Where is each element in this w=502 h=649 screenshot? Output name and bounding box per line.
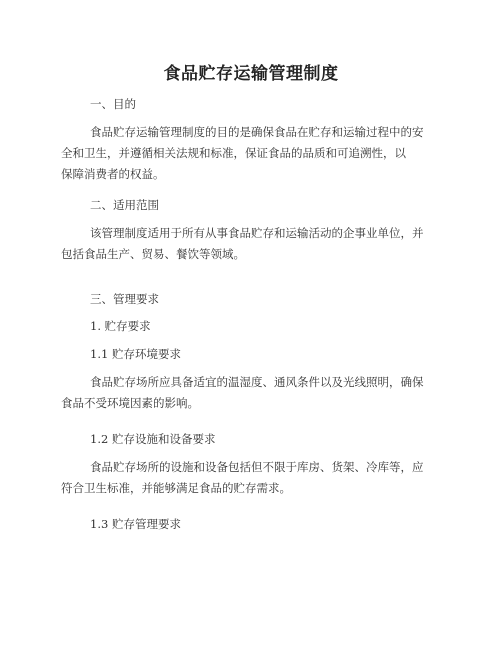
paragraph-line: 食品贮存运输管理制度的目的是确保食品在贮存和运输过程中的安: [90, 125, 424, 139]
section-heading-requirements: 三、管理要求: [90, 292, 159, 306]
paragraph-scope: [61, 223, 424, 265]
section-heading-scope: 二、适用范围: [90, 198, 159, 212]
paragraph-line: 包括食品生产、贸易、餐饮等领域。: [61, 247, 245, 261]
paragraph-purpose: [61, 122, 424, 185]
section-heading-purpose: 一、目的: [90, 97, 136, 111]
paragraph-line: 食品不受环境因素的影响。: [61, 396, 199, 410]
subsection-heading-storage-management: 1.3 贮存管理要求: [90, 517, 181, 531]
paragraph-line: 该管理制度适用于所有从事食品贮存和运输活动的企事业单位，并: [90, 226, 424, 240]
subsection-heading-storage-facilities: 1.2 贮存设施和设备要求: [90, 432, 216, 446]
paragraph-line: 保障消费者的权益。: [61, 167, 165, 181]
subsection-heading-storage-environment: 1.1 贮存环境要求: [90, 347, 181, 361]
paragraph-storage-environment: [61, 372, 424, 414]
paragraph-line: 符合卫生标准，并能够满足食品的贮存需求。: [61, 481, 291, 495]
paragraph-storage-facilities: [61, 457, 424, 499]
paragraph-line: 食品贮存场所的设施和设备包括但不限于库房、货架、冷库等，应: [90, 460, 424, 474]
subsection-heading-storage: 1. 贮存要求: [90, 319, 151, 333]
paragraph-line: 食品贮存场所应具备适宜的温湿度、通风条件以及光线照明，确保: [90, 375, 424, 389]
document-title: 食品贮存运输管理制度: [163, 64, 339, 84]
paragraph-line: 全和卫生，并遵循相关法规和标准，保证食品的品质和可追溯性，以: [61, 146, 406, 160]
